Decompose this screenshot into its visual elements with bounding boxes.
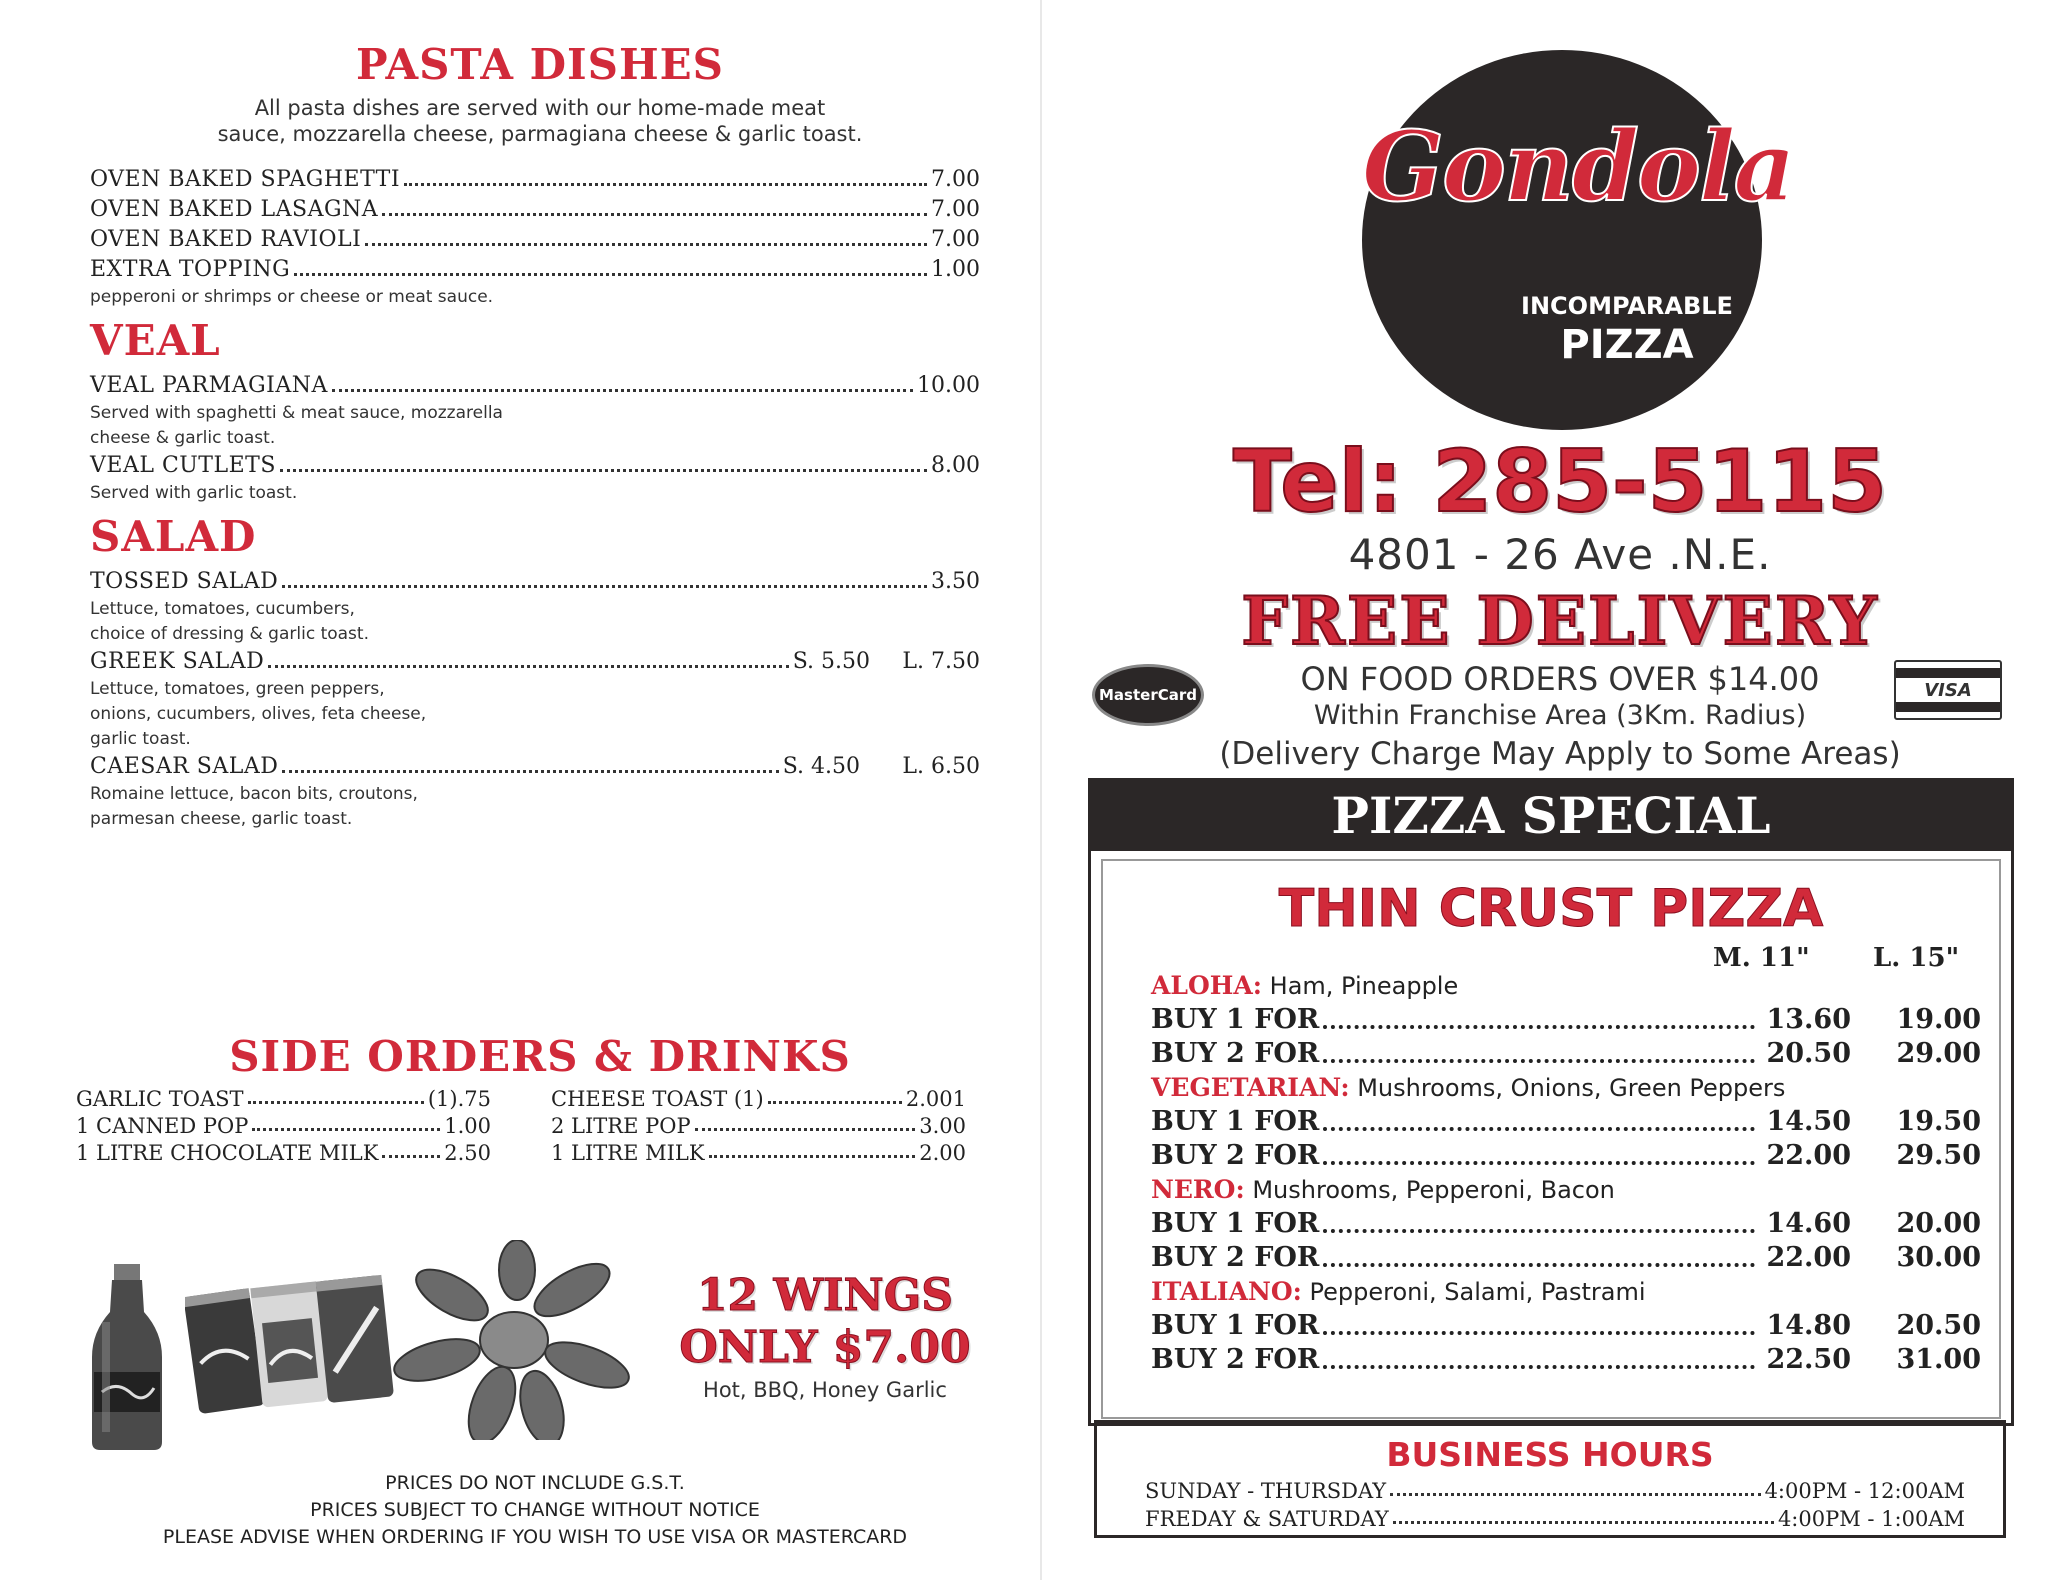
salad-list [90,567,980,832]
item-note: garlic toast. [90,729,191,749]
menu-item: 2 LITRE POP 3.00 [551,1114,966,1138]
address: 4801 - 26 Ave .N.E. [1348,530,1772,579]
menu-item: VEAL CUTLETS 8.00 [90,453,980,478]
price-row: BUY 1 FOR 14.50 19.50 [1151,1106,1981,1137]
delivery-charge-note: (Delivery Charge May Apply to Some Areas) [1219,736,1901,772]
medium-size-header: M. 11" [1713,943,1810,973]
pasta-description: All pasta dishes are served with our home-made meat sauce, mozzarella cheese, parmagiana cheese & garlic toast. [217,96,863,146]
veal-list [90,371,980,506]
price-row: BUY 2 FOR 22.00 29.50 [1151,1140,1981,1171]
menu-item: TOSSED SALAD 3.50 [90,569,980,594]
hours-row: FREDAY & SATURDAY 4:00PM - 1:00AM [1145,1507,1965,1531]
logo-script: Gondola [1362,110,1794,223]
pasta-title: PASTA DISHES [355,40,725,89]
mastercard-icon: MasterCard [1092,664,1204,726]
price-row: BUY 1 FOR 13.60 19.00 [1151,1004,1981,1035]
business-hours-box [1094,1420,2006,1538]
item-note: Romaine lettuce, bacon bits, croutons, [90,784,418,804]
pizza-heading: ALOHA: Ham, Pineapple [1151,971,1459,1000]
menu-item: CHEESE TOAST (1) 2.001 [551,1087,966,1111]
sides-title: SIDE ORDERS & DRINKS [229,1032,851,1081]
pizza-heading: ITALIANO: Pepperoni, Salami, Pastrami [1151,1277,1646,1306]
item-note: Served with garlic toast. [90,483,298,503]
salad-title: SALAD [90,512,257,561]
item-note: cheese & garlic toast. [90,428,276,448]
delivery-area: Within Franchise Area (3Km. Radius) [1313,700,1807,731]
delivery-minimum: ON FOOD ORDERS OVER $14.00 [1300,660,1820,698]
menu-item: OVEN BAKED RAVIOLI 7.00 [90,227,980,252]
menu-item: EXTRA TOPPING 1.00 [90,257,980,282]
menu-item: VEAL PARMAGIANA 10.00 [90,373,980,398]
thin-crust-title: THIN CRUST PIZZA [1278,879,1824,939]
visa-icon: VISA [1894,660,2002,720]
menu-item: 1 LITRE MILK 2.00 [551,1141,966,1165]
wings-promo: 12 WINGS ONLY $7.00 [679,1270,971,1373]
left-panel [90,40,990,832]
free-delivery-title: FREE DELIVERY [1241,582,1879,660]
pizza-special-title: PIZZA SPECIAL [1091,781,2011,851]
item-note: Lettuce, tomatoes, cucumbers, [90,599,355,619]
pizza-heading: NERO: Mushrooms, Pepperoni, Bacon [1151,1175,1615,1204]
soda-cans-image [185,1270,395,1420]
phone-number: Tel: 285-5115 [1233,432,1887,532]
price-row: BUY 2 FOR 22.50 31.00 [1151,1344,1981,1375]
logo-tagline: INCOMPARABLE [1521,292,1733,320]
item-note: Lettuce, tomatoes, green peppers, [90,679,385,699]
business-hours-title: BUSINESS HOURS [1386,1435,1714,1474]
item-note: Served with spaghetti & meat sauce, mozzarella [90,403,503,423]
price-row: BUY 1 FOR 14.60 20.00 [1151,1208,1981,1239]
page-fold [1040,0,1042,1580]
menu-item: 1 LITRE CHOCOLATE MILK 2.50 [76,1141,491,1165]
hours-list [1145,1477,1965,1533]
pizza-list [1151,969,1981,1377]
price-row: BUY 1 FOR 14.80 20.50 [1151,1310,1981,1341]
price-row: BUY 2 FOR 20.50 29.00 [1151,1038,1981,1069]
item-note: onions, cucumbers, olives, feta cheese, [90,704,427,724]
veal-title: VEAL [90,316,221,365]
large-size-header: L. 15" [1873,943,1960,973]
item-note: pepperoni or shrimps or cheese or meat sauce. [90,287,494,307]
menu-item: GREEK SALAD S. 5.50 L. 7.50 [90,649,980,674]
menu-item: GARLIC TOAST (1).75 [76,1087,491,1111]
menu-item: CAESAR SALAD S. 4.50 L. 6.50 [90,754,980,779]
gondola-logo [1362,50,1794,430]
price-row: BUY 2 FOR 22.00 30.00 [1151,1242,1981,1273]
sides-list [76,1086,966,1167]
chicken-wings-image [392,1240,637,1440]
menu-item: OVEN BAKED LASAGNA 7.00 [90,197,980,222]
pizza-special-box [1088,778,2014,1426]
hours-row: SUNDAY - THURSDAY 4:00PM - 12:00AM [1145,1479,1965,1503]
item-note: parmesan cheese, garlic toast. [90,809,353,829]
item-note: choice of dressing & garlic toast. [90,624,369,644]
menu-item: OVEN BAKED SPAGHETTI 7.00 [90,167,980,192]
wings-flavours: Hot, BBQ, Honey Garlic [703,1378,947,1402]
thin-crust-panel [1101,859,2001,1419]
cola-bottle-image [82,1262,172,1452]
logo-pizza: PIZZA [1560,322,1694,368]
pasta-list [90,165,980,310]
pizza-heading: VEGETARIAN: Mushrooms, Onions, Green Peppers [1151,1073,1786,1102]
menu-item: 1 CANNED POP 1.00 [76,1114,491,1138]
price-footnote: PRICES DO NOT INCLUDE G.S.T. PRICES SUBJECT TO CHANGE WITHOUT NOTICE PLEASE ADVISE WHEN ORDERING IF YOU WISH TO USE VISA OR MASTERCARD [162,1472,908,1548]
